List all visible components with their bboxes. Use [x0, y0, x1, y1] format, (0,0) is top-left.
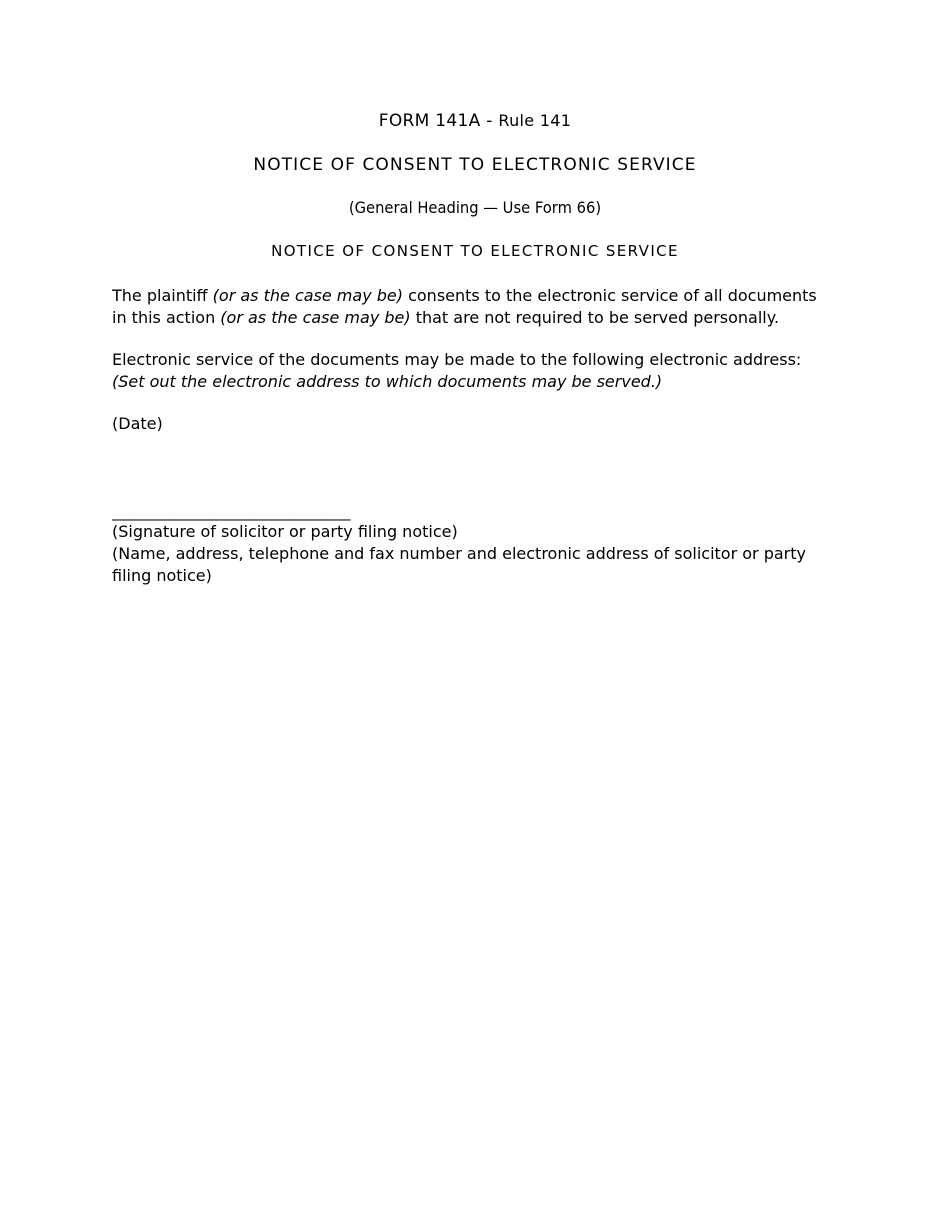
notice-title: NOTICE OF CONSENT TO ELECTRONIC SERVICE: [253, 155, 697, 175]
form-number: FORM 141A: [378, 111, 481, 131]
address-paragraph: [112, 349, 832, 392]
filer-details-caption: (Name, address, telephone and fax number and electronic address of solicitor or party filing notice): [112, 544, 806, 585]
address-italic-instruction: (Set out the electronic address to which documents may be served.): [112, 371, 663, 391]
consent-paragraph: [112, 285, 832, 328]
address-text: Electronic service of the documents may be made to the following electronic address:: [112, 350, 802, 369]
consent-text-3: that are not required to be served personally.: [410, 307, 780, 327]
consent-text-1: The plaintiff: [112, 286, 213, 305]
signature-caption: (Signature of solicitor or party filing notice): [112, 522, 458, 541]
form-separator: -: [480, 111, 499, 131]
date-placeholder: (Date): [112, 414, 163, 433]
consent-text-2: consents to the electronic service of all documents in this action: [112, 286, 817, 327]
signature-line: _______________________________: [112, 503, 351, 521]
general-heading-note: (General Heading — Use Form 66): [348, 198, 602, 217]
form-rule: Rule 141: [498, 111, 572, 130]
form-number-heading: [0, 111, 950, 131]
notice-subtitle: NOTICE OF CONSENT TO ELECTRONIC SERVICE: [271, 242, 679, 260]
consent-italic-1: (or as the case may be): [212, 286, 403, 305]
consent-italic-2: (or as the case may be): [220, 307, 411, 327]
